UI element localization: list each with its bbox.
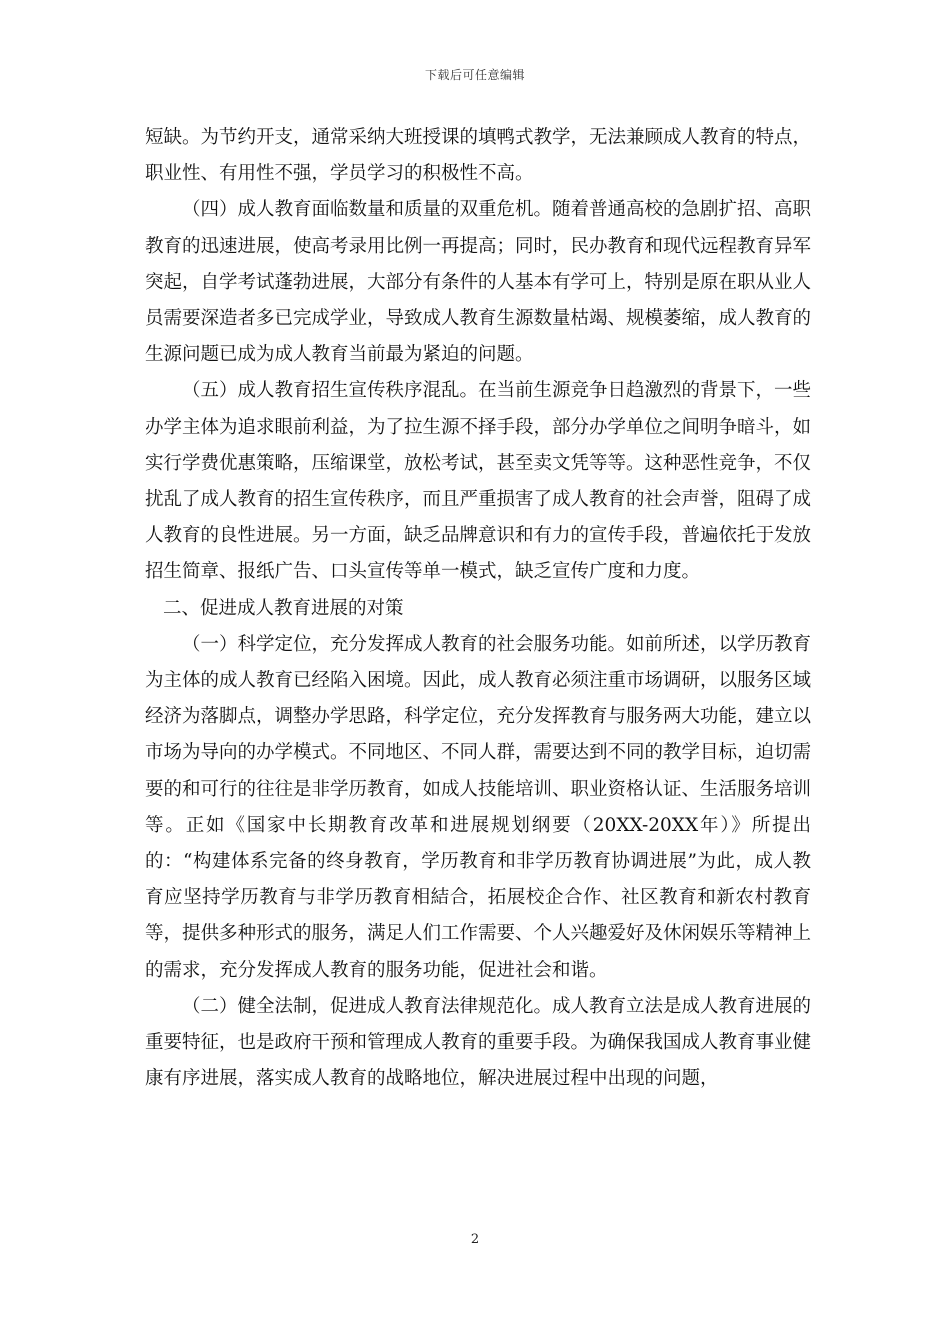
document-body: [145, 120, 811, 1097]
paragraph-countermeasure-two: （二）健全法制，促进成人教育法律规范化。成人教育立法是成人教育进展的重要特征，也是政府干预和管理成人教育的重要手段。为确保我国成人教育事业健康有序进展，落实成人教育的战略地位，解决进展过程中出现的问题，: [145, 995, 812, 1090]
section-heading-countermeasures: 二、促进成人教育进展的对策: [163, 597, 404, 619]
paragraph-countermeasure-one: （一）科学定位，充分发挥成人教育的社会服务功能。如前所述，以学历教育为主体的成人教育已经陷入困境。因此，成人教育必须注重市场调研，以服务区域经济为落脚点，调整办学思路，科学定位，充分发挥教育与服务两大功能，建立以市场为导向的办学模式。不同地区、不同人群，需要达到不同的教学目标，迫切需要的和可行的往往是非学历教育，如成人技能培训、职业资格认证、生活服务培训等。正如《国家中长期教育改革和进展规划纲要（20XX-20XX年）》所提出的：“构建体系完备的终身教育，学历教育和非学历教育协调进展”为此，成人教育应坚持学历教育与非学历教育相結合，拓展校企合作、社区教育和新农村教育等，提供多种形式的服务，满足人们工作需要、个人兴趣爱好及休闲娱乐等精神上的需求，充分发挥成人教育的服务功能，促进社会和谐。: [145, 633, 812, 981]
page-number: 2: [470, 1232, 480, 1247]
paragraph-continuation: 短缺。为节约开支，通常采纳大班授课的填鸭式教学，无法兼顾成人教育的特点，职业性、有用性不强，学员学习的积极性不高。: [145, 127, 812, 185]
paragraph-section-four: （四）成人教育面临数量和质量的双重危机。随着普通高校的急剧扩招、高职教育的迅速进展，使高考录用比例一再提高；同时，民办教育和现代远程教育异军突起，自学考试蓬勃进展，大部分有条件的人基本有学可上，特别是原在职从业人员需要深造者多已完成学业，导致成人教育生源数量枯竭、规模萎缩，成人教育的生源问题已成为成人教育当前最为紧迫的问题。: [145, 199, 812, 366]
paragraph-section-five: （五）成人教育招生宣传秩序混乱。在当前生源竞争日趋激烈的背景下，一些办学主体为追求眼前利益，为了拉生源不择手段，部分办学单位之间明争暗斗，如实行学费优惠策略，压缩课堂，放松考试，甚至卖文凭等等。这种恶性竞争，不仅扰乱了成人教育的招生宣传秩序，而且严重损害了成人教育的社会声誉，阻碍了成人教育的良性进展。另一方面，缺乏品牌意识和有力的宣传手段，普遍依托于发放招生简章、报纸广告、口头宣传等单一模式，缺乏宣传广度和力度。: [145, 380, 812, 583]
page-header: 下载后可任意编辑: [424, 68, 525, 82]
